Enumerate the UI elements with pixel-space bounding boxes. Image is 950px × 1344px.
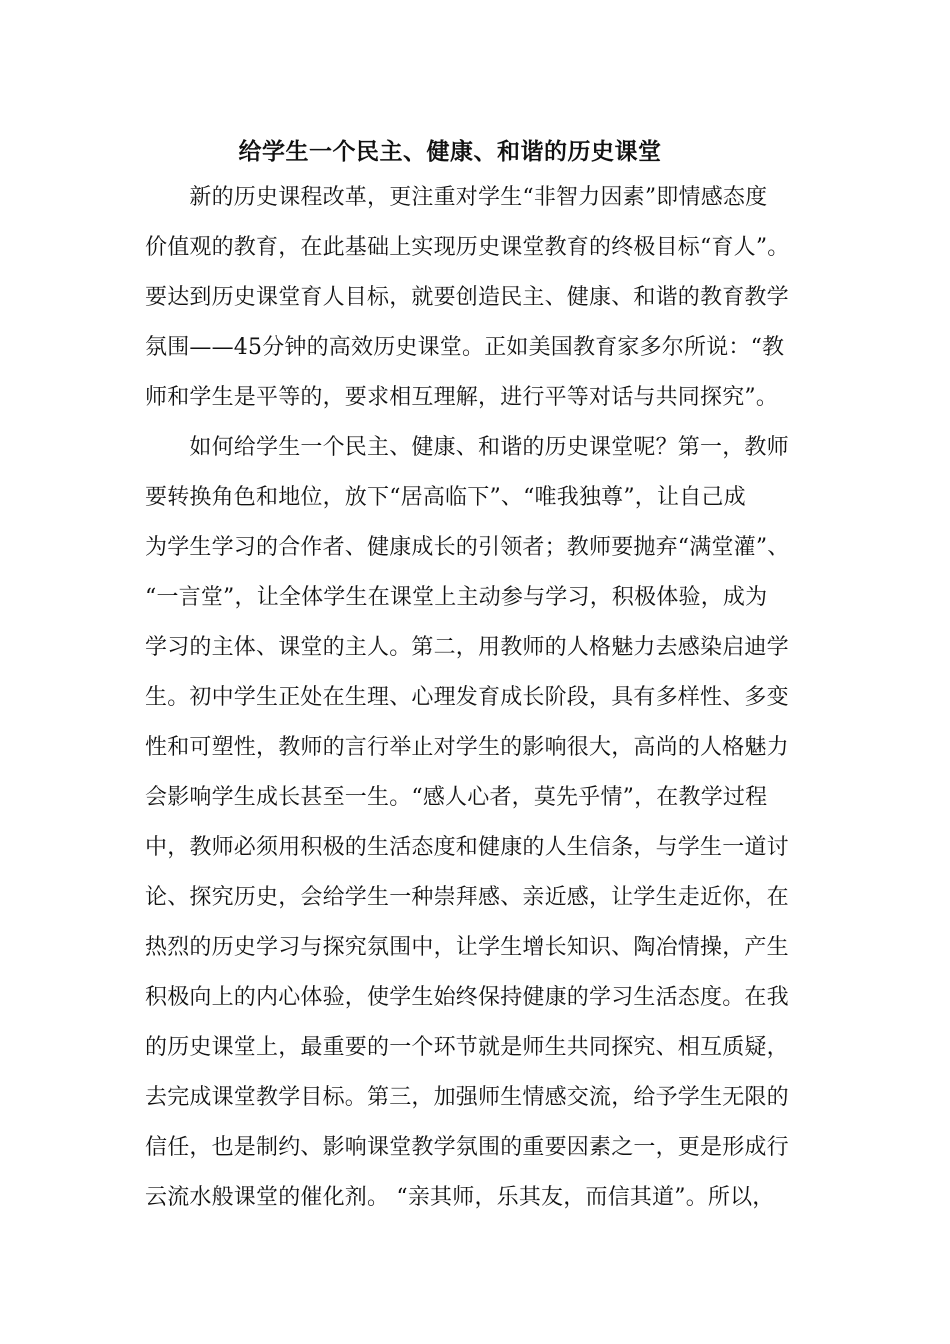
text-line: 价值观的教育，在此基础上实现历史课堂教育的终极目标“育人”。: [145, 235, 790, 260]
text-line: 新的历史课程改革，更注重对学生“非智力因素”即情感态度: [145, 185, 768, 210]
text-line: 去完成课堂教学目标。第三，加强师生情感交流，给予学生无限的: [145, 1085, 789, 1110]
text-line: “一言堂”，让全体学生在课堂上主动参与学习，积极体验，成为: [145, 585, 768, 610]
text-line: 要转换角色和地位，放下“居高临下”、“唯我独尊”，让自己成: [145, 485, 746, 510]
text-line: 论、探究历史，会给学生一种崇拜感、亲近感，让学生走近你，在: [145, 885, 789, 910]
text-line: 为学生学习的合作者、健康成长的引领者；教师要抛弃“满堂灌”、: [145, 535, 790, 560]
text-line: 信任，也是制约、影响课堂教学氛围的重要因素之一，更是形成行: [145, 1135, 789, 1160]
text-line: 氛围——45分钟的高效历史课堂。正如美国教育家多尔所说：“教: [145, 335, 785, 360]
text-line: 要达到历史课堂育人目标，就要创造民主、健康、和谐的教育教学: [145, 285, 789, 310]
text-line: 会影响学生成长甚至一生。“感人心者，莫先乎情”，在教学过程: [145, 785, 768, 810]
text-line: 性和可塑性，教师的言行举止对学生的影响很大，高尚的人格魅力: [145, 735, 789, 760]
text-line: 中，教师必须用积极的生活态度和健康的人生信条，与学生一道讨: [145, 835, 789, 860]
text-line: 如何给学生一个民主、健康、和谐的历史课堂呢？第一，教师: [145, 435, 789, 460]
text-line: 云流水般课堂的催化剂。 “亲其师，乐其友，而信其道”。所以，: [145, 1185, 775, 1210]
text-line: 师和学生是平等的，要求相互理解，进行平等对话与共同探究”。: [145, 385, 779, 410]
document-title: 给学生一个民主、健康、和谐的历史课堂: [238, 138, 662, 165]
text-line: 的历史课堂上，最重要的一个环节就是师生共同探究、相互质疑，: [145, 1035, 789, 1060]
text-line: 积极向上的内心体验，使学生始终保持健康的学习生活态度。在我: [145, 985, 789, 1010]
text-line: 热烈的历史学习与探究氛围中，让学生增长知识、陶冶情操，产生: [145, 935, 789, 960]
text-line: 生。初中学生正处在生理、心理发育成长阶段，具有多样性、多变: [145, 685, 789, 710]
text-line: 学习的主体、课堂的主人。第二，用教师的人格魅力去感染启迪学: [145, 635, 789, 660]
